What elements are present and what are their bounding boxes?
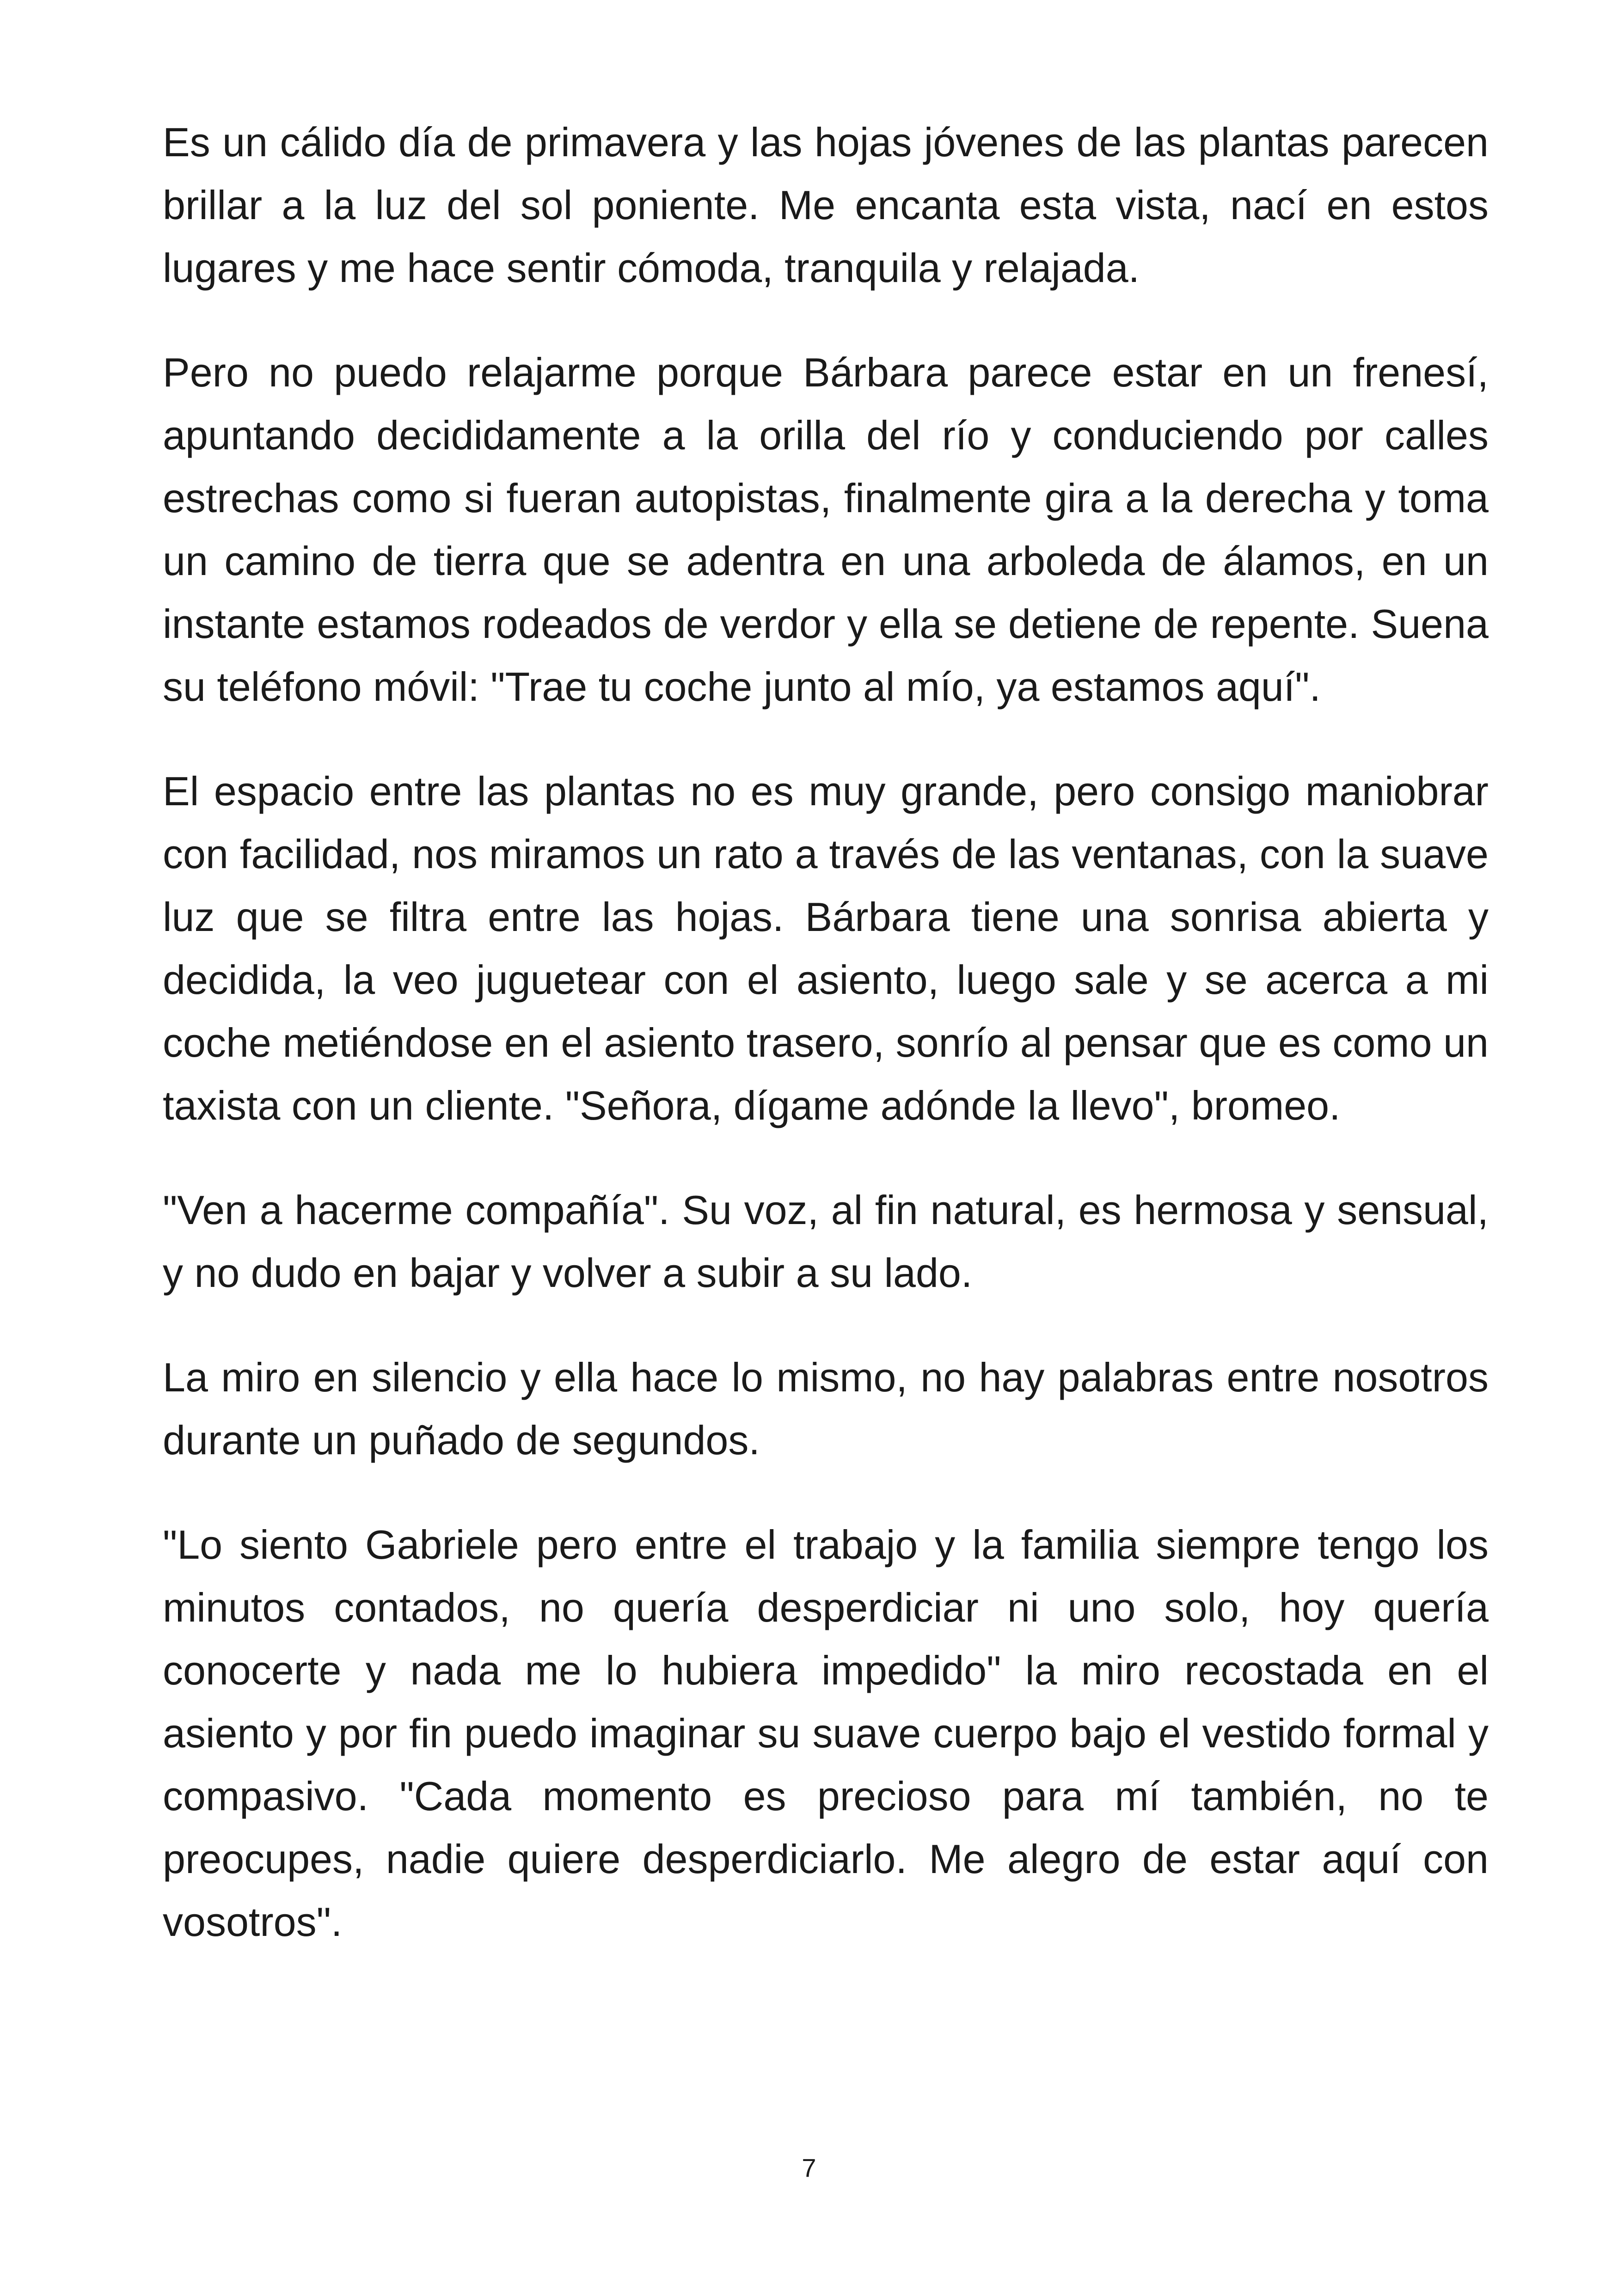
paragraph-2: Pero no puedo relajarme porque Bárbara parece estar en un frenesí, apuntando decididamente a la orilla del río y conduciendo por calles estrechas como si fueran autopistas, finalmente gira a la derecha y toma un camino de tierra que se adentra en una arboleda de álamos, en un instante estamos rodeados de verdor y ella se detiene de repente. Suena su teléfono móvil: "Trae tu coche junto al mío, ya estamos aquí". <box>163 349 1489 710</box>
paragraph-3: El espacio entre las plantas no es muy grande, pero consigo maniobrar con facilidad, nos miramos un rato a través de las ventanas, con la suave luz que se filtra entre las hojas. Bárbara tiene una sonrisa abierta y decidida, la veo juguetear con el asiento, luego sale y se acerca a mi coche metiéndose en el asiento trasero, sonrío al pensar que es como un taxista con un cliente. "Señora, dígame adónde la llevo", bromeo. <box>163 768 1489 1128</box>
paragraph-1: Es un cálido día de primavera y las hojas jóvenes de las plantas parecen brillar a la luz del sol poniente. Me encanta esta vista, nací en estos lugares y me hace sentir cómoda, tranquila y relajada. <box>163 119 1489 291</box>
page-number: 7 <box>802 2153 816 2182</box>
paragraph-5: La miro en silencio y ella hace lo mismo, no hay palabras entre nosotros durante un puñado de segundos. <box>163 1354 1489 1463</box>
paragraph-6: "Lo siento Gabriele pero entre el trabajo y la familia siempre tengo los minutos contados, no quería desperdiciar ni uno solo, hoy quería conocerte y nada me lo hubiera impedido" la miro recostada en el asiento y por fin puedo imaginar su suave cuerpo bajo el vestido formal y compasivo. "Cada momento es precioso para mí también, no te preocupes, nadie quiere desperdiciarlo. Me alegro de estar aquí con vosotros". <box>163 1522 1489 1945</box>
body-text <box>163 111 1489 1995</box>
paragraph-4: "Ven a hacerme compañía". Su voz, al fin natural, es hermosa y sensual, y no dudo en bajar y volver a subir a su lado. <box>163 1187 1489 1296</box>
